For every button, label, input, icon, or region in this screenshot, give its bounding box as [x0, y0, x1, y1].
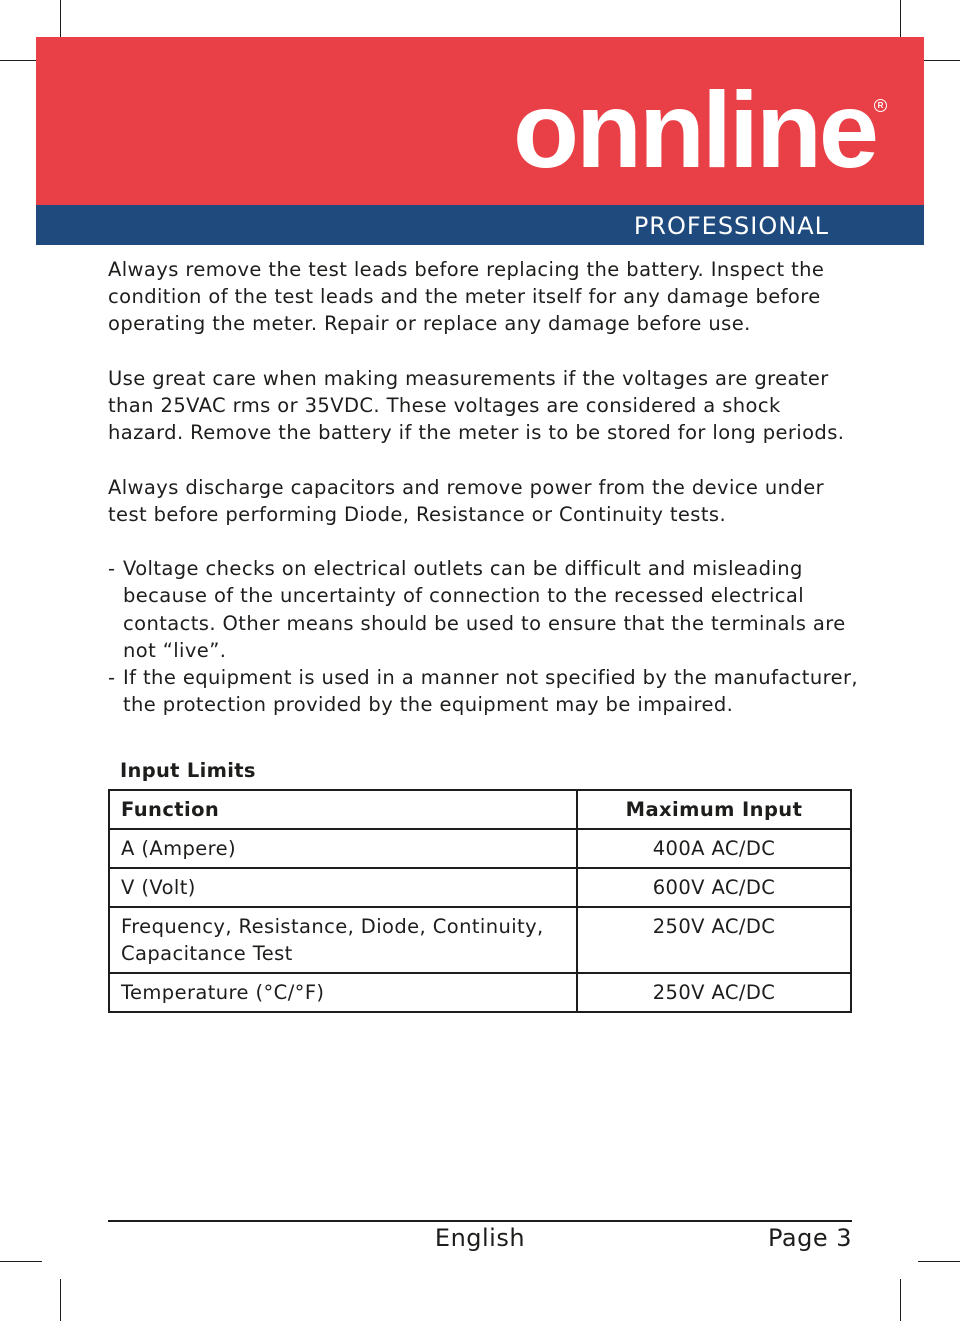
function-cell: A (Ampere)	[109, 829, 577, 868]
function-cell: Frequency, Resistance, Diode, Continuity, Capacitance Test	[109, 907, 577, 973]
footer-language: English	[434, 1224, 526, 1252]
table-row	[109, 868, 851, 907]
input-limits-table	[108, 789, 852, 1013]
max-input-cell: 250V AC/DC	[577, 973, 851, 1012]
brand-logo: onnline	[513, 69, 876, 190]
bullet-marker: -	[108, 666, 116, 689]
page-number: Page 3	[768, 1224, 852, 1252]
column-header-max-input: Maximum Input	[577, 790, 851, 829]
footer-divider	[108, 1220, 852, 1222]
table-header-row	[109, 790, 851, 829]
max-input-cell: 250V AC/DC	[577, 907, 851, 973]
column-header-function: Function	[109, 790, 577, 829]
paragraph: Use great care when making measurements if the voltages are greater than 25VAC rms or 35VDC. These voltages are considered a shock hazard. Remove the battery if the meter is to be stored for long periods.	[108, 366, 845, 445]
bullet-marker: -	[108, 557, 116, 581]
brand-tagline: PROFESSIONAL	[633, 212, 829, 240]
max-input-cell: 600V AC/DC	[577, 868, 851, 907]
safety-notes	[108, 256, 858, 718]
crop-mark	[918, 1261, 960, 1262]
crop-mark	[900, 0, 901, 42]
bullet-list	[108, 555, 858, 718]
list-item-text: Voltage checks on electrical outlets can be difficult and misleading because of the uncertainty of connection to the recessed electrical contacts. Other means should be used to ensure that the terminals are not “live”.	[123, 557, 846, 662]
crop-mark	[60, 1279, 61, 1321]
list-item-text: If the equipment is used in a manner not specified by the manufacturer, the protection provided by the equipment may be impaired.	[123, 666, 858, 717]
table-row	[109, 829, 851, 868]
registered-mark-icon: R	[874, 99, 887, 112]
crop-mark	[900, 1279, 901, 1321]
table-row	[109, 973, 851, 1012]
crop-mark	[0, 1261, 42, 1262]
crop-mark	[918, 60, 960, 61]
table-row	[109, 907, 851, 973]
table-title: Input Limits	[120, 759, 256, 782]
paragraph: Always discharge capacitors and remove power from the device under test before performing Diode, Resistance or Continuity tests.	[108, 475, 825, 526]
list-item	[108, 664, 858, 718]
max-input-cell: 400A AC/DC	[577, 829, 851, 868]
paragraph: Always remove the test leads before replacing the battery. Inspect the condition of the test leads and the meter itself for any damage before operating the meter. Repair or replace any damage before use.	[108, 258, 825, 336]
list-item	[108, 555, 858, 664]
function-cell: Temperature (°C/°F)	[109, 973, 577, 1012]
function-cell: V (Volt)	[109, 868, 577, 907]
crop-mark	[60, 0, 61, 42]
